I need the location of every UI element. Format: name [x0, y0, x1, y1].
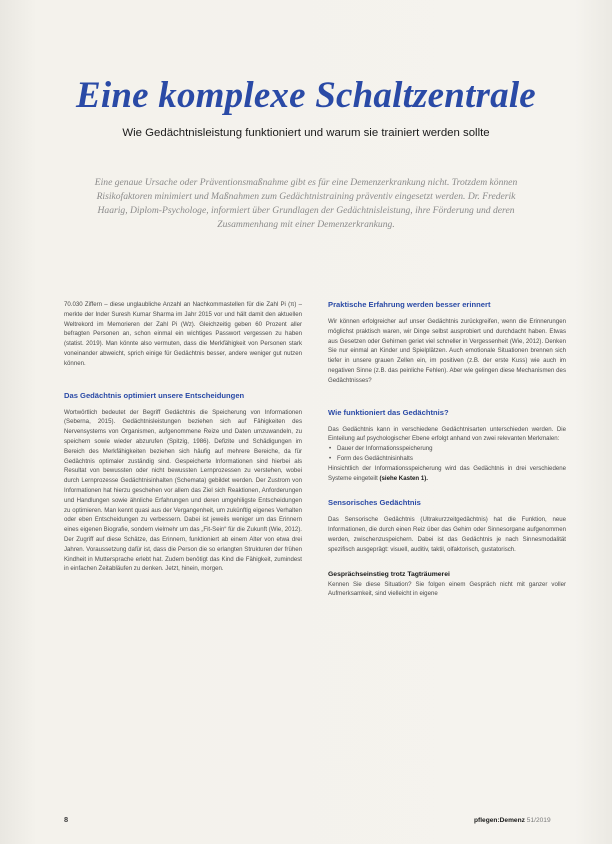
- article-title: Eine komplexe Schaltzentrale: [76, 75, 536, 116]
- right-paragraph-1: Wir können erfolgreicher auf unser Gedächtnis zurückgreifen, wenn die Erinnerungen möglichst praktisch waren, wir Dinge selbst ausprobiert und durchdacht haben. Etwas aus Gesetzen oder Gehirnen geriet viel schneller in Vergessenheit (Wie, 2012). Denken Sie nur einmal an Kinder und Spielplätzen. Auch emotionale Situationen brennen sich tiefer in unsere grauen Zellen ein, im positiven (z.B. der erste Kuss) wie auch im negativen Sinne (z.B. das peinliche Fehlen). Aber wie gelingen diese Mechanismen des Gedächtnisses?: [328, 318, 566, 384]
- left-heading-1: Das Gedächtnis optimiert unsere Entscheidungen: [64, 390, 245, 400]
- memory-criteria-list: [328, 444, 566, 464]
- issue-number: 51/2019: [526, 817, 551, 824]
- right-paragraph-4: Das Sensorische Gedächtnis (Ultrakurzzeitgedächtnis) hat die Funktion, neue Informationen, die durch einen Reiz über das Gehirn oder Sinnesorgane aufgenommen werden, zwischenzuspeichern. Dabei ist das Gedächtnis je nach Sinnesmodalität spezifisch ausgeprägt: visuell, auditiv, taktil, olfaktorisch, gustatorisch.: [328, 516, 566, 553]
- right-heading-2: Wie funktioniert das Gedächtnis?: [328, 407, 449, 417]
- article-intro: Eine genaue Ursache oder Präventionsmaßnahme gibt es für eine Demenzerkrankung nicht. Trotzdem können Risikofaktoren minimiert und Maßnahmen zum Gedächtnistraining präventiv eingesetzt werden. Dr. Frederik Haarig, Diplom-Psychologe, informiert über Grundlagen der Gedächtnisleistung, ihre Förderung und deren Zusammenhang mit einer Demenzerkrankung.: [94, 177, 518, 230]
- right-paragraph-2: Das Gedächtnis kann in verschiedene Gedächtnisarten unterschieden werden. Die Einteilung auf psychologischer Ebene erfolgt anhand von zwei relevanten Merkmalen:: [328, 425, 566, 443]
- footer-publication: [474, 817, 551, 824]
- box-reference: (siehe Kasten 1).: [379, 474, 428, 482]
- list-item: • Dauer der Informationsspeicherung: [337, 444, 566, 454]
- article-subtitle: Wie Gedächtnisleistung funktioniert und warum sie trainiert werden sollte: [122, 127, 490, 139]
- left-paragraph-2: Wortwörtlich bedeutet der Begriff Gedächtnis die Speicherung von Informationen (Seberna, 2015). Gedächtnisleistungen beziehen sich auf Fähigkeiten des Nervensystems von Organismen, aufgenommene Reize und Daten umzuwandeln, zu speichern sowie wieder abzurufen (Spitzig, 1986). Defizite und Schädigungen im Bereich des Merkfähigkeiten beziehen sich häufig auf mehrere Bereiche, da für Gedächtnis optimaler zuständig sind. Gespeicherte Informationen sind hierbei als Resultat von bewussten oder nicht bewussten Lernprozessen zu verstehen, wobei durch Lernprozesse Gedächtnisinhalten (Schemata) gebildet werden. Der Zustrom von Informationen hat hierzu geschehen vor allem das Ziel sich Reaktionen, Anforderungen und Handlungen sowie ähnliche Erfahrungen und deren umgehiligste Entscheidungen zu optimieren. Man kennt quasi aus der Vergangenheit, um zukünftig eigenes Verhalten oder eben Entscheidungen zu verbessern. Dabei ist jeweils weniger um das Erinnern eines eigenen Biografie, sondern vielmehr um das „Fit-Sein“ für die Zukunft (Wie, 2012). Der Zugriff auf diese Schätze, das Erinnern, funktioniert ab einem Alter von etwa drei Jahren. Voraussetzung dafür ist, dass die Person die so erlangten Strukturen der frühen Kindheit in Muttersprache erlebt hat. Zudem benötigt das Kind die Fähigkeit, zumindest in einfachen Zeitabläufen zu denken. Jetzt, hinein, morgen.: [64, 408, 302, 573]
- right-column: [328, 300, 566, 599]
- right-heading-3: Sensorisches Gedächtnis: [328, 498, 421, 508]
- right-paragraph-5: Kennen Sie diese Situation? Sie folgen einem Gespräch nicht mit ganzer voller Aufmerksamkeit, sind vielleicht in eigene: [328, 580, 566, 598]
- magazine-name: pflegen:Demenz: [474, 817, 525, 824]
- right-paragraph-3-text: Hinsichtlich der Informationsspeicherung wird das Gedächtnis in drei verschiedene Systeme eingeteilt: [328, 464, 566, 482]
- right-subheading: Gesprächseinstieg trotz Tagträumerei: [328, 570, 450, 578]
- left-column: [64, 300, 302, 574]
- left-paragraph-1: 70.030 Ziffern – diese unglaubliche Anzahl an Nachkommastellen für die Zahl Pi (π) – merkte der Inder Suresh Kumar Sharma im Jahr 2015 vor und hält damit den aktuellen Weltrekord im Memorieren der Zahl Pi (Wz). Gleichzeitig geben 60 Prozent aller befragten Personen an, schon einmal ein wichtiges Passwort vergessen zu haben (statist. 2019). Man könnte also vermuten, dass die Merkfähigkeit von Personen stark voneinander abweicht, sprich einige für Gedächtnis besser, andere weniger gut nutzen können.: [64, 301, 302, 367]
- right-paragraph-3: [328, 464, 566, 484]
- list-item: • Form des Gedächtnisinhalts: [337, 454, 566, 464]
- right-heading-1: Praktische Erfahrung werden besser erinnert: [328, 300, 491, 309]
- page-number: 8: [64, 815, 69, 824]
